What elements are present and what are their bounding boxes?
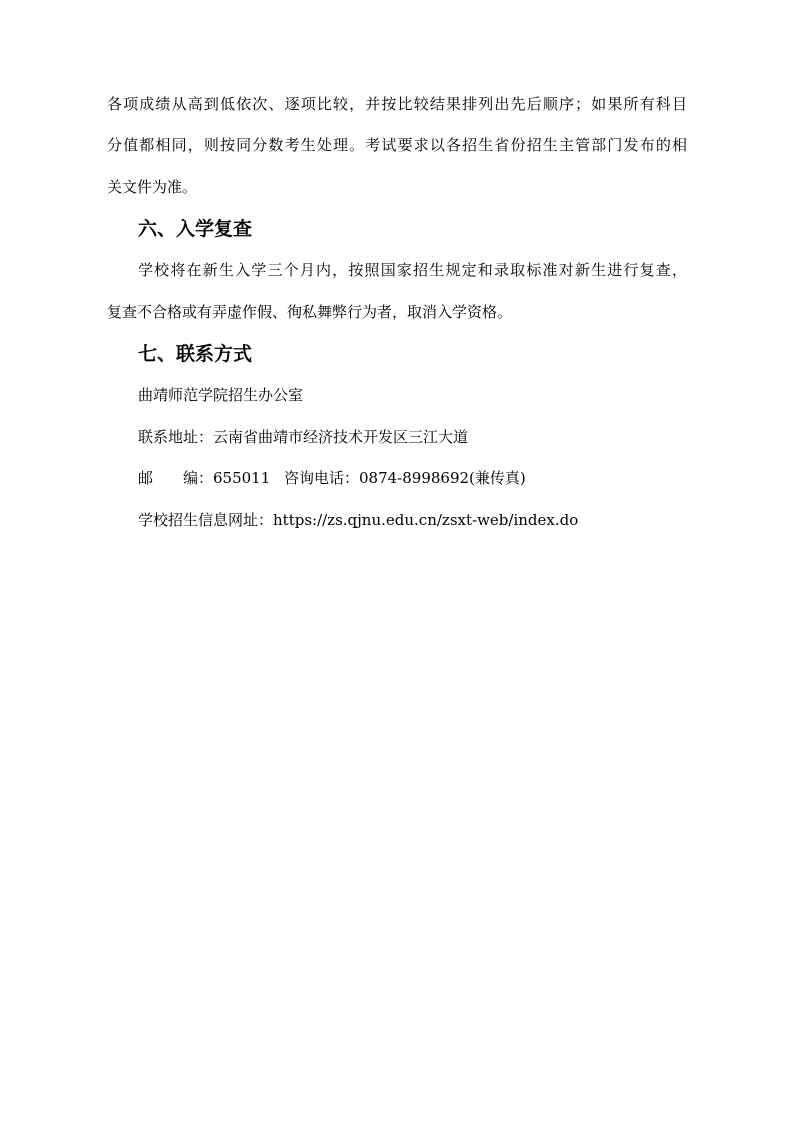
postcode: 邮 编：655011: [138, 469, 271, 487]
website-url[interactable]: 学校招生信息网址：https://zs.qjnu.edu.cn/zsxt-web/index.do: [138, 511, 579, 529]
phone-number: 咨询电话：0874-8998692(兼传真): [284, 469, 526, 487]
body-text-line: 关文件为准。: [107, 178, 198, 196]
body-text-line: 各项成绩从高到低依次、逐项比较，并按比较结果排列出先后顺序；如果所有科目: [107, 95, 687, 113]
section-heading-contact: 七、联系方式: [138, 343, 253, 365]
section-heading-admission-review: 六、入学复查: [138, 218, 253, 240]
body-text-line: 复查不合格或有弄虚作假、徇私舞弊行为者，取消入学资格。: [107, 303, 513, 321]
contact-address: 联系地址：云南省曲靖市经济技术开发区三江大道: [138, 428, 469, 446]
body-text-line: 分值都相同，则按同分数考生处理。考试要求以各招生省份招生主管部门发布的相: [107, 136, 687, 154]
office-name: 曲靖师范学院招生办公室: [138, 386, 304, 404]
body-text-line: 学校将在新生入学三个月内，按照国家招生规定和录取标准对新生进行复查，: [138, 261, 687, 279]
